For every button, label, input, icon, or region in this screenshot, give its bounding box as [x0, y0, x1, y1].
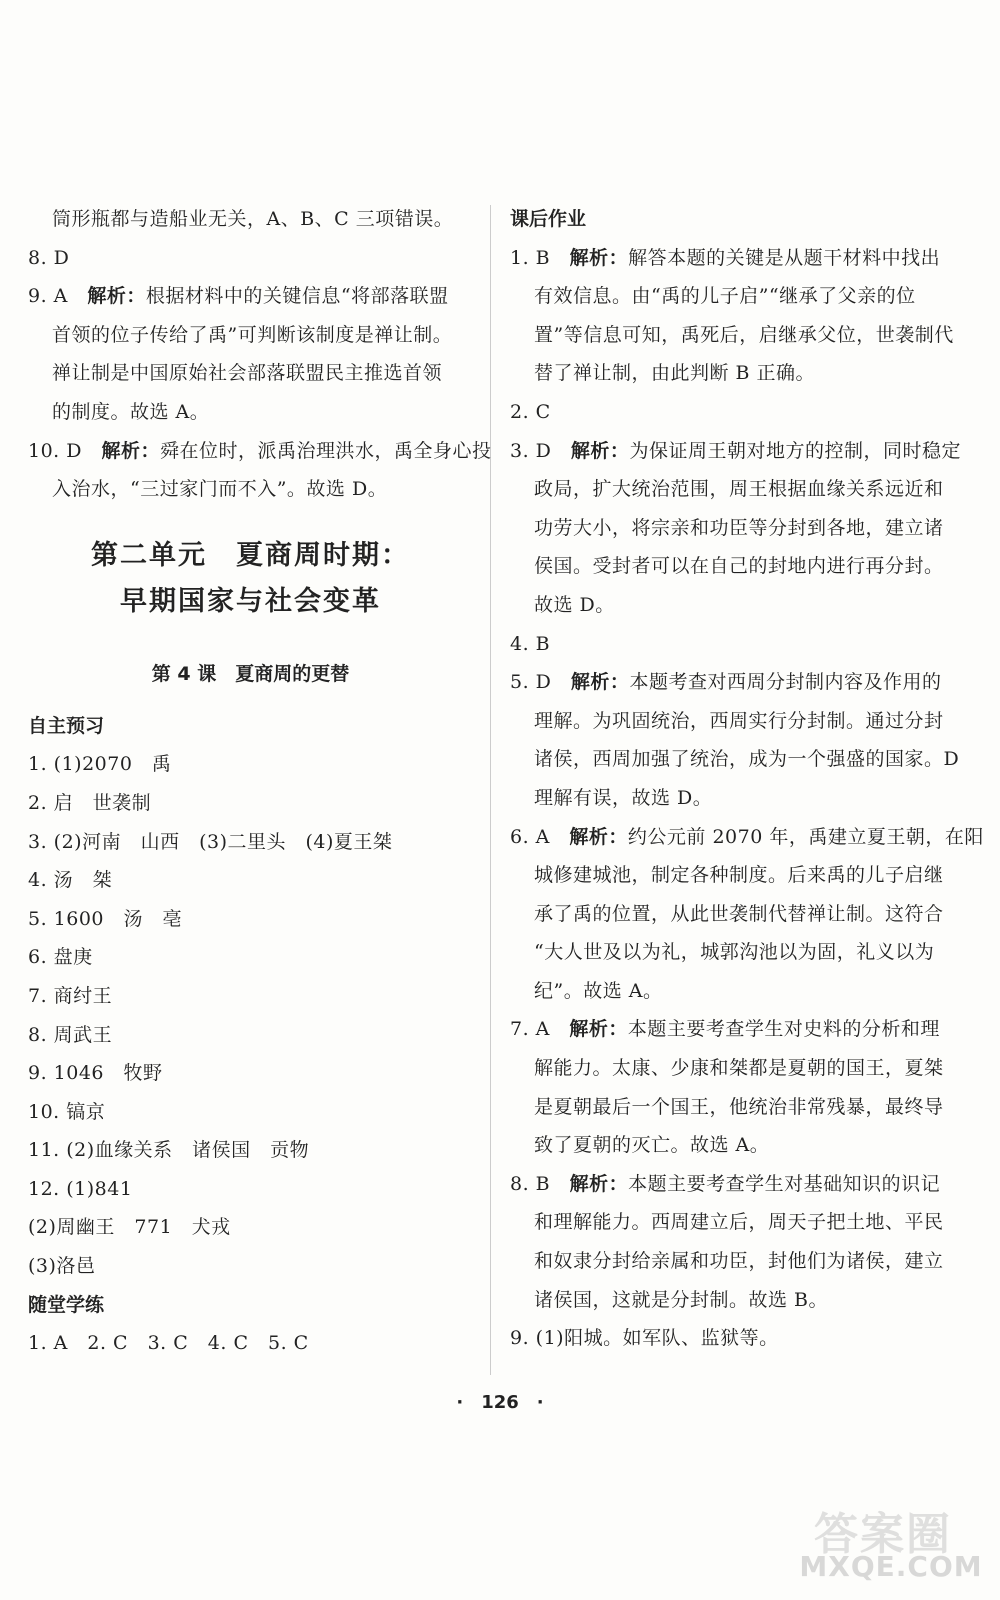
text-line: 入治水，“三过家门而不入”。故选 D。: [52, 478, 388, 501]
watermark: [796, 1498, 986, 1590]
text-line: 理解有误，故选 D。: [534, 786, 713, 809]
analysis-text: 解答本题的关键是从题干材料中找出: [628, 246, 941, 269]
analysis-text: 为保证周王朝对地方的控制，同时稳定: [629, 439, 961, 462]
preview-item: 1. (1)2070 禹: [28, 753, 172, 776]
text-line: 诸侯，西周加强了统治，成为一个强盛的国家。D: [534, 748, 960, 771]
unit-title-line-1: 第二单元 夏商周时期：: [91, 539, 410, 571]
preview-item: 7. 商纣王: [28, 984, 113, 1007]
unit-heading: [28, 533, 473, 625]
homework-item-2: 2. C: [510, 400, 551, 423]
analysis-tag: 解析：: [569, 246, 629, 269]
text-line: 替了禅让制，由此判断 B 正确。: [534, 362, 816, 385]
answer-number: 8. B: [510, 1172, 551, 1195]
homework-item-3: [510, 432, 961, 471]
analysis-text: 本题主要考查学生对基础知识的识记: [628, 1172, 941, 1195]
practice-answers: 1. A 2. C 3. C 4. C 5. C: [28, 1332, 309, 1355]
analysis-tag: 解析：: [101, 439, 161, 462]
answer-item-10: [28, 432, 492, 471]
text-line: 功劳大小，将宗亲和功臣等分封到各地，建立诸: [534, 516, 944, 539]
homework-item-5: [510, 663, 950, 702]
answer-number: 1. B: [510, 246, 551, 269]
text-line: 诸侯国，这就是分封制。故选 B。: [534, 1288, 829, 1311]
section-heading-preview: 自主预习: [28, 714, 105, 737]
analysis-tag: 解析：: [569, 825, 628, 848]
text-line: 故选 D。: [534, 593, 615, 616]
analysis-tag: 解析：: [570, 439, 630, 462]
answer-number: 9. A: [28, 285, 68, 308]
preview-item: 12. (1)841: [28, 1177, 133, 1200]
analysis-tag: 解析：: [570, 671, 630, 694]
text-line: 承了禹的位置，从此世袭制代替禅让制。这符合: [534, 902, 944, 925]
answer-number: 3. D: [510, 439, 552, 462]
analysis-text: 根据材料中的关键信息“将部落联盟: [145, 285, 449, 308]
answer-item-9: [28, 277, 473, 316]
analysis-text: 本题主要考查学生对史料的分析和理: [627, 1018, 940, 1041]
preview-item: (3)洛邑: [28, 1255, 96, 1278]
preview-item: (2)周幽王 771 犬戎: [28, 1216, 231, 1239]
analysis-text: 本题考查对西周分封制内容及作用的: [629, 671, 942, 694]
answer-number: 7. A: [510, 1018, 550, 1041]
left-column: [28, 200, 492, 1363]
text-line: 解能力。太康、少康和桀都是夏朝的国王，夏桀: [534, 1057, 944, 1080]
text-line: 和奴隶分封给亲属和功臣，封他们为诸侯，建立: [534, 1250, 944, 1273]
answer-number: 6. A: [510, 825, 550, 848]
preview-item: 5. 1600 汤 亳: [28, 907, 183, 930]
preview-item: 9. 1046 牧野: [28, 1062, 163, 1085]
text-line: 首领的位子传给了禹”可判断该制度是禅让制。: [52, 323, 453, 346]
text-line: 有效信息。由“禹的儿子启”“继承了父亲的位: [534, 285, 916, 308]
watermark-site: MXQE.COM: [799, 1550, 983, 1583]
homework-item-7: [510, 1010, 950, 1049]
section-heading-practice: 随堂学练: [28, 1293, 105, 1316]
homework-item-6: [510, 818, 984, 857]
text-line: 致了夏朝的灭亡。故选 A。: [534, 1134, 770, 1157]
preview-item: 2. 启 世袭制: [28, 791, 152, 814]
page-number: · 126 ·: [456, 1392, 544, 1413]
text-line: 理解。为巩固统治，西周实行分封制。通过分封: [534, 709, 944, 732]
unit-title-line-2: 早期国家与社会变革: [120, 585, 381, 617]
homework-item-4: 4. B: [510, 632, 551, 655]
analysis-tag: 解析：: [87, 285, 146, 308]
text-line: 和理解能力。西周建立后，周天子把土地、平民: [534, 1211, 944, 1234]
section-heading-homework: 课后作业: [510, 208, 587, 230]
text-line: 禅让制是中国原始社会部落联盟民主推选首领: [52, 362, 443, 385]
preview-item: 11. (2)血缘关系 诸侯国 贡物: [28, 1139, 310, 1162]
analysis-tag: 解析：: [569, 1018, 628, 1041]
answer-item: 8. D: [28, 246, 70, 269]
text-line: 筒形瓶都与造船业无关，A、B、C 三项错误。: [52, 208, 454, 230]
right-column: [510, 200, 984, 1358]
text-line: 城修建城池，制定各种制度。后来禹的儿子启继: [534, 864, 944, 887]
text-line: “大人世及以为礼，城郭沟池以为固，礼义以为: [534, 941, 935, 964]
preview-item: 3. (2)河南 山西 (3)二里头 (4)夏王桀: [28, 830, 393, 853]
homework-item-9: 9. (1)阳城。如军队、监狱等。: [510, 1327, 779, 1350]
homework-item-1: [510, 239, 950, 278]
analysis-text: 舜在位时，派禹治理洪水，禹全身心投: [160, 439, 492, 462]
text-line: 置”等信息可知，禹死后，启继承父位，世袭制代: [534, 323, 954, 346]
preview-item: 8. 周武王: [28, 1023, 113, 1046]
analysis-text: 约公元前 2070 年，禹建立夏王朝，在阳: [627, 825, 984, 848]
answer-number: 5. D: [510, 671, 552, 694]
preview-item: 10. 镐京: [28, 1100, 106, 1123]
text-line: 的制度。故选 A。: [52, 400, 210, 423]
answer-number: 10. D: [28, 439, 82, 462]
analysis-tag: 解析：: [569, 1172, 629, 1195]
column-divider: [490, 205, 491, 1375]
text-line: 是夏朝最后一个国王，他统治非常残暴，最终导: [534, 1095, 944, 1118]
preview-item: 4. 汤 桀: [28, 869, 113, 892]
homework-item-8: [510, 1165, 950, 1204]
text-line: 政局，扩大统治范围，周王根据血缘关系远近和: [534, 478, 944, 501]
text-line: 侯国。受封者可以在自己的封地内进行再分封。: [534, 555, 944, 578]
preview-item: 6. 盘庚: [28, 946, 93, 969]
lesson-title: 第 4 课 夏商周的更替: [151, 662, 350, 685]
text-line: 纪”。故选 A。: [534, 979, 663, 1002]
watermark-logo: 答案圈: [814, 1509, 952, 1560]
